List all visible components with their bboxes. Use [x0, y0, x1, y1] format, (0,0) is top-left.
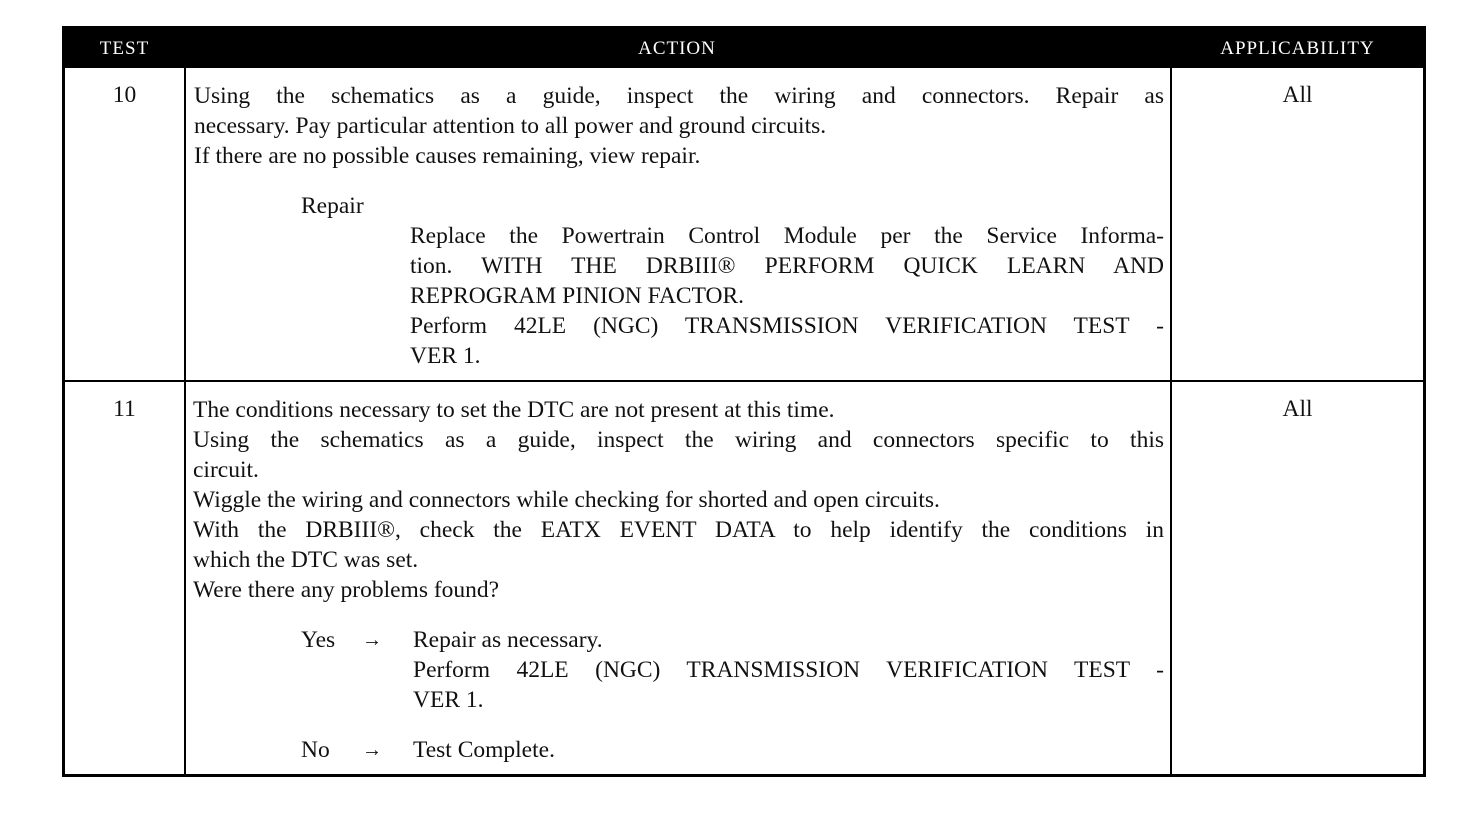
action-line: With the DRBIII®, check the EATX EVENT DATA to help identify the conditions in — [193, 517, 1164, 543]
header-applicability: APPLICABILITY — [1220, 38, 1375, 59]
action-line: If there are no possible causes remaining, view repair. — [194, 143, 701, 169]
header-test: TEST — [99, 38, 150, 59]
action-line: Wiggle the wiring and connectors while checking for shorted and open circuits. — [193, 487, 940, 513]
no-line: Test Complete. — [413, 737, 555, 763]
applicability-value: All — [1282, 396, 1313, 422]
repair-line: Replace the Powertrain Control Module per the Service Informa- — [410, 223, 1164, 249]
arrow-icon: → — [362, 629, 382, 651]
action-line: Using the schematics as a guide, inspect the wiring and connectors specific to this — [193, 427, 1164, 453]
yes-line: Repair as necessary. — [413, 627, 603, 653]
action-line: which the DTC was set. — [193, 547, 419, 573]
action-line: Using the schematics as a guide, inspect the wiring and connectors. Repair as — [194, 83, 1164, 109]
repair-label: Repair — [301, 193, 364, 219]
applicability-value: All — [1282, 82, 1313, 108]
action-line: The conditions necessary to set the DTC are not present at this time. — [193, 397, 835, 423]
test-number: 11 — [113, 396, 136, 422]
repair-line: VER 1. — [410, 343, 481, 369]
yes-line: Perform 42LE (NGC) TRANSMISSION VERIFICATION TEST - — [413, 657, 1164, 683]
table-header — [65, 29, 1423, 68]
column-divider — [184, 68, 186, 774]
header-action: ACTION — [638, 38, 716, 59]
action-line: circuit. — [193, 457, 259, 483]
repair-line: Perform 42LE (NGC) TRANSMISSION VERIFICATION TEST - — [410, 313, 1164, 339]
repair-line: tion. WITH THE DRBIII® PERFORM QUICK LEARN AND — [410, 253, 1164, 279]
arrow-icon: → — [362, 739, 382, 761]
test-number: 10 — [112, 82, 137, 108]
yes-label: Yes — [301, 627, 336, 653]
action-line: Were there any problems found? — [193, 577, 500, 603]
procedure-table — [62, 26, 1426, 777]
yes-line: VER 1. — [413, 687, 484, 713]
repair-line: REPROGRAM PINION FACTOR. — [410, 283, 745, 309]
no-label: No — [301, 737, 330, 763]
action-line: necessary. Pay particular attention to all power and ground circuits. — [194, 113, 827, 139]
row-divider — [65, 380, 1423, 382]
